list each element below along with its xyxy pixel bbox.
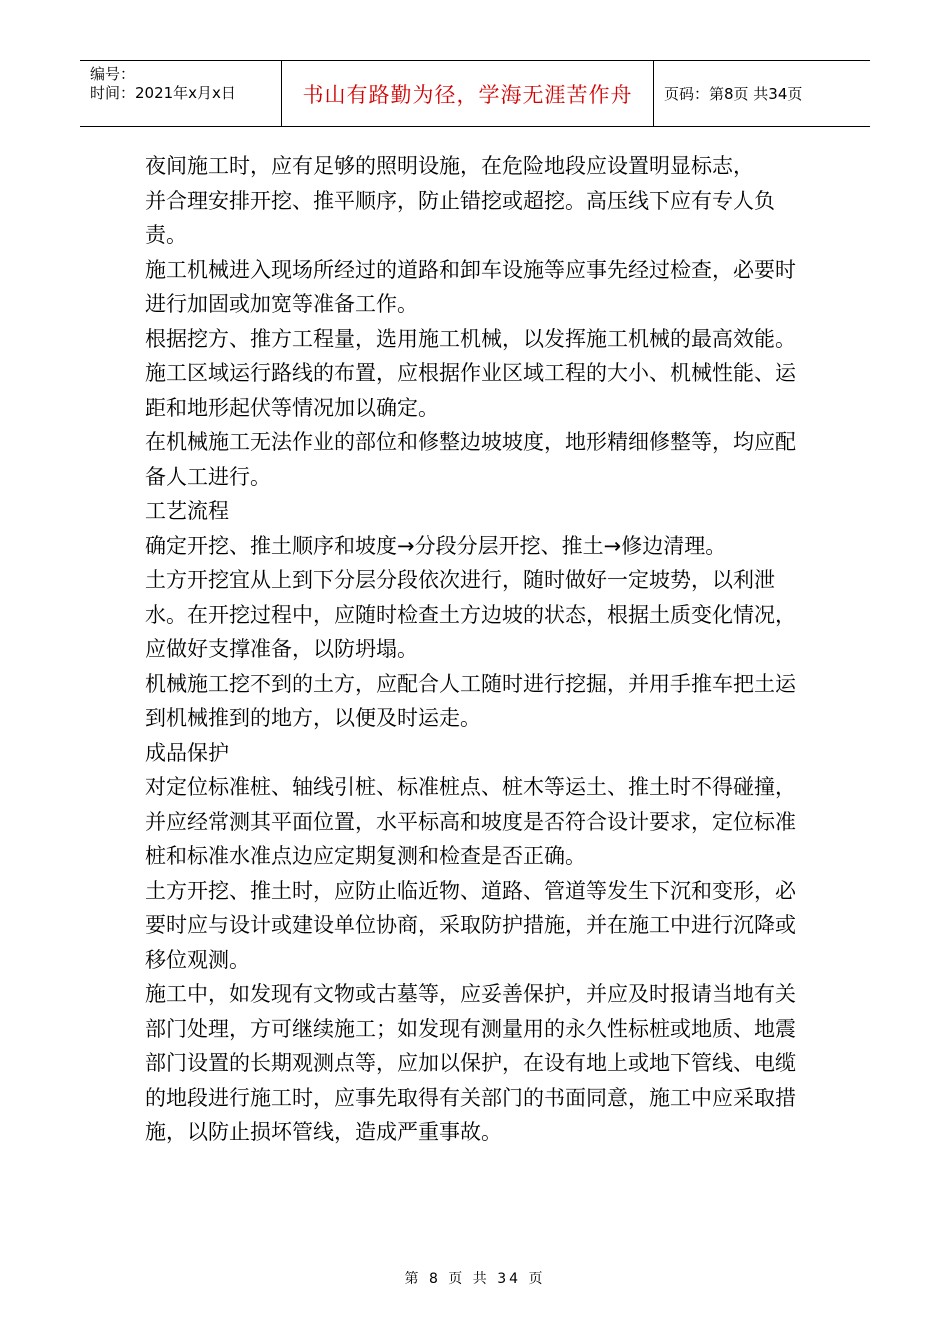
paragraph: 施工区域运行路线的布置，应根据作业区域工程的大小、机械性能、运距和地形起伏等情况加以确定。: [145, 361, 796, 420]
header-page-info: 页码：第8页 共34页: [664, 85, 803, 103]
document-body: [145, 149, 810, 1150]
paragraph: 施工机械进入现场所经过的道路和卸车设施等应事先经过检查，必要时进行加固或加宽等准备工作。: [145, 257, 796, 316]
paragraph: 确定开挖、推土顺序和坡度→分段分层开挖、推土→修边清理。: [145, 533, 727, 558]
section-heading-protection: 成品保护: [145, 740, 229, 765]
section-heading-process: 工艺流程: [145, 499, 229, 523]
header-meta: [80, 61, 282, 126]
paragraph: 土方开挖宜从上到下分层分段依次进行，随时做好一定坡势，以利泄水。在开挖过程中，应随时检查土方边坡的状态，根据土质变化情况，应做好支撑准备，以防坍塌。: [145, 568, 796, 661]
paragraph: 机械施工挖不到的土方，应配合人工随时进行挖掘，并用手推车把土运到机械推到的地方，以便及时运走。: [145, 671, 796, 730]
paragraph: 土方开挖、推土时，应防止临近物、道路、管道等发生下沉和变形，必要时应与设计或建设单位协商，采取防护措施，并在施工中进行沉降或移位观测。: [145, 878, 796, 972]
document-time-label: 时间：2021年x月x日: [90, 84, 236, 102]
paragraph: 并合理安排开挖、推平顺序，防止错挖或超挖。高压线下应有专人负责。: [145, 188, 775, 247]
page-footer: 第 8 页 共 34 页: [404, 1271, 546, 1287]
paragraph: 在机械施工无法作业的部位和修整边坡坡度，地形精细修整等，均应配备人工进行。: [145, 430, 796, 489]
paragraph: 对定位标准桩、轴线引桩、标准桩点、桩木等运土、推土时不得碰撞，并应经常测其平面位置，水平标高和坡度是否符合设计要求，定位标准桩和标准水准点边应定期复测和检查是否正确。: [145, 775, 796, 868]
header-motto: 书山有路勤为径，学海无涯苦作舟: [282, 61, 654, 126]
document-number-label: 编号：: [90, 65, 136, 83]
paragraph: 施工中，如发现有文物或古墓等，应妥善保护，并应及时报请当地有关部门处理，方可继续施工；如发现有测量用的永久性标桩或地质、地震部门设置的长期观测点等，应加以保护，在设有地上或地下管线、电缆的地段进行施工时，应事先取得有关部门的书面同意，施工中应采取措施，以防止损坏管线，造成严重事故。: [145, 982, 796, 1144]
paragraph: 夜间施工时，应有足够的照明设施，在危险地段应设置明显标志，: [145, 154, 754, 178]
document-header: [80, 60, 870, 127]
paragraph: 根据挖方、推方工程量，选用施工机械，以发挥施工机械的最高效能。: [145, 326, 796, 351]
